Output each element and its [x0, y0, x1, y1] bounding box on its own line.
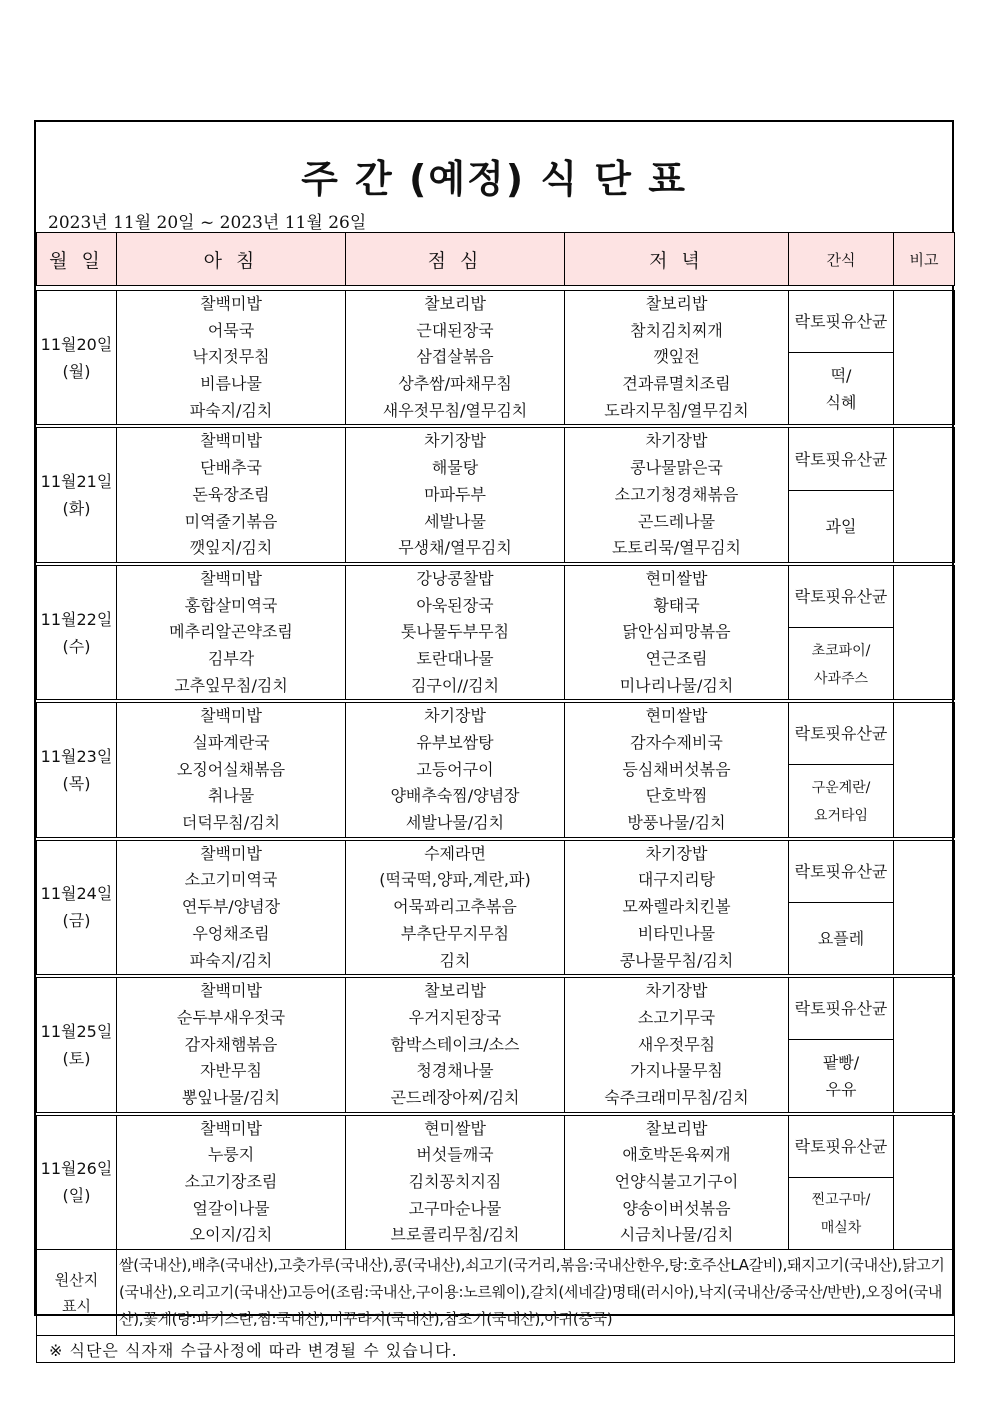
breakfast-item: 뽕잎나물/김치 — [181, 1087, 281, 1107]
dinner-item: 차기장밥 — [645, 431, 708, 451]
day-weekday: (토) — [62, 1048, 91, 1068]
breakfast-cell — [117, 978, 346, 1112]
note-cell — [894, 1115, 955, 1249]
day-date: 11월26일 — [40, 1159, 113, 1179]
lunch-item: 김치 — [439, 950, 471, 970]
breakfast-item: 돈육장조림 — [192, 484, 270, 504]
weekly-menu-table — [36, 232, 955, 1363]
lunch-item: 새우젓무침/열무김치 — [382, 400, 528, 420]
dinner-item: 비타민나물 — [637, 923, 716, 943]
breakfast-item: 찰백미밥 — [200, 568, 262, 588]
snack-item: 구운계란/ 요거타임 — [811, 780, 871, 825]
lunch-item: 톳나물두부무침 — [400, 622, 510, 642]
breakfast-item: 우엉채조림 — [192, 923, 270, 943]
lunch-item: 마파두부 — [424, 484, 486, 504]
dinner-item: 시금치나물/김치 — [619, 1225, 734, 1245]
day-date: 11월25일 — [40, 1021, 113, 1041]
breakfast-item: 찰백미밥 — [200, 294, 262, 313]
lunch-item: 찰보리밥 — [424, 981, 486, 1001]
header-lunch: 점 심 — [346, 233, 565, 286]
breakfast-item: 파숙지/김치 — [189, 950, 273, 970]
origin-label — [37, 1250, 117, 1336]
snack-cell — [789, 765, 894, 837]
dinner-item: 황태국 — [653, 595, 700, 615]
lunch-item: 어묵꽈리고추볶음 — [393, 897, 517, 917]
snack-item: 팥빵/ 우유 — [822, 1052, 860, 1099]
snack-item: 과일 — [825, 516, 857, 536]
day-cell — [37, 703, 117, 837]
breakfast-item: 실파계란국 — [192, 733, 270, 752]
dinner-item: 콩나물맑은국 — [630, 458, 723, 478]
lunch-item: (떡국떡,양파,계란,파) — [379, 870, 531, 890]
footer-row — [37, 1336, 955, 1363]
breakfast-item: 자반무침 — [200, 1061, 262, 1081]
breakfast-item: 오징어실채볶음 — [176, 759, 286, 779]
dinner-cell — [565, 703, 789, 837]
origin-row — [37, 1250, 955, 1336]
header-breakfast: 아 침 — [117, 233, 346, 286]
dinner-item: 현미쌀밥 — [645, 568, 708, 588]
breakfast-item: 찰백미밥 — [200, 843, 262, 863]
day-row — [37, 428, 955, 490]
day-cell — [37, 840, 117, 974]
dinner-item: 깻잎전 — [653, 347, 700, 367]
dinner-cell — [565, 840, 789, 974]
lunch-item: 곤드레장아찌/김치 — [390, 1087, 520, 1107]
breakfast-item: 오이지/김치 — [189, 1225, 273, 1245]
lunch-item: 버섯들깨국 — [416, 1145, 494, 1165]
lunch-item: 함박스테이크/소스 — [390, 1034, 520, 1054]
dinner-item: 연근조림 — [645, 648, 708, 668]
dinner-item: 등심채버섯볶음 — [622, 759, 731, 779]
breakfast-cell — [117, 840, 346, 974]
lunch-cell — [346, 428, 565, 562]
day-cell — [37, 565, 117, 699]
snack-probiotic: 락토핏유산균 — [789, 840, 894, 902]
dinner-item: 닭안심피망볶음 — [622, 622, 731, 642]
breakfast-item: 순두부새우젓국 — [176, 1007, 286, 1027]
date-range: 2023년 11월 20일 ~ 2023년 11월 26일 — [48, 213, 367, 233]
breakfast-item: 찰백미밥 — [200, 431, 262, 451]
dinner-item: 소고기무국 — [637, 1007, 716, 1027]
dinner-item: 애호박돈육찌개 — [622, 1145, 731, 1165]
dinner-cell — [565, 565, 789, 699]
day-weekday: (일) — [62, 1186, 91, 1206]
header-dinner: 저 녁 — [565, 233, 789, 286]
dinner-item: 단호박찜 — [645, 786, 708, 806]
dinner-item: 숙주크래미무침/김치 — [604, 1087, 749, 1107]
breakfast-item: 더덕무침/김치 — [181, 813, 281, 833]
dinner-item: 견과류멸치조림 — [622, 374, 731, 394]
lunch-item: 세발나물 — [424, 511, 486, 531]
breakfast-cell — [117, 428, 346, 562]
day-cell — [37, 1115, 117, 1249]
note-cell — [894, 428, 955, 562]
lunch-cell — [346, 291, 565, 425]
dinner-item: 콩나물무침/김치 — [619, 950, 734, 970]
lunch-item: 현미쌀밥 — [424, 1118, 486, 1138]
dinner-cell — [565, 1115, 789, 1249]
breakfast-cell — [117, 1115, 346, 1249]
lunch-item: 해물탕 — [431, 458, 479, 478]
day-row — [37, 840, 955, 902]
day-date: 11월21일 — [40, 472, 113, 492]
lunch-item: 찰보리밥 — [424, 294, 486, 313]
footer-note: ※ 식단은 식자재 수급사정에 따라 변경될 수 있습니다. — [37, 1336, 955, 1363]
day-row — [37, 565, 955, 627]
snack-probiotic: 락토핏유산균 — [789, 428, 894, 490]
note-cell — [894, 978, 955, 1112]
dinner-item: 언양식불고기구이 — [614, 1172, 739, 1191]
snack-item: 요플레 — [817, 929, 865, 949]
snack-cell — [789, 1040, 894, 1112]
dinner-item: 미나리나물/김치 — [619, 675, 734, 695]
day-weekday: (금) — [62, 911, 91, 931]
dinner-item: 가지나물무침 — [630, 1061, 723, 1081]
dinner-item: 새우젓무침 — [637, 1034, 716, 1054]
menu-body — [37, 291, 955, 1250]
snack-probiotic: 락토핏유산균 — [789, 1115, 894, 1177]
breakfast-item: 감자채햄볶음 — [184, 1034, 278, 1054]
lunch-item: 강낭콩찰밥 — [416, 568, 494, 588]
day-date: 11월20일 — [40, 334, 113, 354]
dinner-item: 찰보리밥 — [645, 1118, 708, 1138]
breakfast-item: 소고기미역국 — [184, 870, 278, 890]
note-cell — [894, 840, 955, 974]
note-cell — [894, 565, 955, 699]
snack-item: 초코파이/ 사과주스 — [811, 642, 871, 687]
day-date: 11월22일 — [40, 609, 113, 629]
lunch-item: 김구이//김치 — [410, 675, 500, 695]
day-date: 11월23일 — [40, 747, 113, 767]
breakfast-item: 소고기장조림 — [184, 1172, 278, 1191]
breakfast-item: 고추잎무침/김치 — [174, 675, 288, 695]
snack-cell — [789, 902, 894, 974]
lunch-item: 근대된장국 — [416, 320, 494, 340]
dinner-cell — [565, 978, 789, 1112]
breakfast-item: 파숙지/김치 — [189, 400, 273, 420]
breakfast-item: 낙지젓무침 — [192, 347, 270, 367]
day-row — [37, 1115, 955, 1177]
dinner-cell — [565, 291, 789, 425]
lunch-item: 브로콜리무침/김치 — [390, 1225, 520, 1245]
lunch-item: 고등어구이 — [416, 759, 494, 779]
dinner-item: 참치김치찌개 — [630, 320, 723, 340]
breakfast-item: 찰백미밥 — [200, 706, 262, 726]
breakfast-item: 비름나물 — [200, 374, 262, 394]
lunch-item: 김치꽁치지짐 — [408, 1172, 502, 1191]
breakfast-item: 단배추국 — [200, 458, 262, 478]
breakfast-item: 어묵국 — [207, 320, 255, 340]
breakfast-item: 얼갈이나물 — [192, 1198, 270, 1218]
lunch-item: 차기장밥 — [424, 706, 486, 726]
snack-cell — [789, 628, 894, 700]
lunch-item: 우거지된장국 — [408, 1007, 502, 1027]
day-row — [37, 291, 955, 353]
lunch-item: 세발나물/김치 — [405, 813, 505, 833]
breakfast-item: 찰백미밥 — [200, 1118, 262, 1138]
origin-text: 쌀(국내산),배추(국내산),고춧가루(국내산),콩(국내산),쇠고기(국거리,볶음:국내산한우,탕:호주산LA갈비),돼지고기(국내산),닭고기(국내산),오리고기(국내산)고등어(조림:국내산,구이용:노르웨이),갈치(세네갈)명태(러시아),낙지(국내산/중국산/반반),오징어(국내산),꽃게(탕:파키스탄,찜:국내산),미꾸라지(국내산),참조기(국내산),아귀(중국) — [117, 1250, 955, 1336]
lunch-cell — [346, 978, 565, 1112]
breakfast-item: 누룽지 — [207, 1145, 255, 1165]
day-weekday: (수) — [62, 636, 91, 656]
lunch-item: 수제라면 — [424, 843, 486, 863]
note-cell — [894, 291, 955, 425]
snack-probiotic: 락토핏유산균 — [789, 565, 894, 627]
dinner-item: 차기장밥 — [645, 843, 708, 863]
lunch-item: 무생채/열무김치 — [398, 538, 512, 558]
day-cell — [37, 428, 117, 562]
snack-cell — [789, 353, 894, 425]
lunch-item: 고구마순나물 — [408, 1198, 502, 1218]
breakfast-cell — [117, 703, 346, 837]
snack-probiotic: 락토핏유산균 — [789, 978, 894, 1040]
breakfast-item: 홍합살미역국 — [184, 595, 278, 615]
day-row — [37, 703, 955, 765]
lunch-item: 아욱된장국 — [416, 595, 494, 615]
day-cell — [37, 291, 117, 425]
snack-item: 떡/ 식혜 — [825, 365, 857, 412]
dinner-item: 모짜렐라치킨볼 — [622, 897, 731, 917]
breakfast-item: 연두부/양념장 — [181, 897, 281, 917]
breakfast-item: 취나물 — [207, 786, 255, 806]
lunch-item: 양배추숙찜/양념장 — [390, 786, 520, 806]
dinner-item: 도라지무침/열무김치 — [604, 400, 749, 420]
header-note: 비고 — [894, 233, 955, 286]
day-weekday: (월) — [62, 361, 91, 381]
origin-label-text: 원산지 표시 — [54, 1270, 99, 1315]
snack-probiotic: 락토핏유산균 — [789, 703, 894, 765]
breakfast-item: 찰백미밥 — [200, 981, 262, 1001]
day-row — [37, 978, 955, 1040]
page-title: 주 간 (예정) 식 단 표 — [301, 157, 687, 201]
breakfast-item: 깻잎지/김치 — [189, 538, 273, 558]
dinner-item: 곤드레나물 — [637, 511, 716, 531]
snack-cell — [789, 490, 894, 562]
day-date: 11월24일 — [40, 884, 113, 904]
dinner-item: 도토리묵/열무김치 — [611, 538, 742, 558]
day-weekday: (목) — [62, 774, 91, 794]
lunch-cell — [346, 1115, 565, 1249]
lunch-cell — [346, 565, 565, 699]
lunch-cell — [346, 703, 565, 837]
snack-probiotic: 락토핏유산균 — [789, 291, 894, 353]
lunch-item: 삼겹살볶음 — [416, 347, 494, 367]
header-snack: 간식 — [789, 233, 894, 286]
dinner-item: 차기장밥 — [645, 981, 708, 1001]
dinner-item: 감자수제비국 — [630, 733, 723, 752]
lunch-item: 청경채나물 — [416, 1061, 494, 1081]
breakfast-item: 미역줄기볶음 — [184, 511, 278, 531]
dinner-item: 찰보리밥 — [645, 294, 708, 313]
breakfast-cell — [117, 565, 346, 699]
dinner-item: 대구지리탕 — [637, 870, 716, 890]
snack-cell — [789, 1177, 894, 1249]
breakfast-item: 김부각 — [207, 648, 255, 668]
breakfast-cell — [117, 291, 346, 425]
header-row — [37, 233, 955, 286]
dinner-item: 현미쌀밥 — [645, 706, 708, 726]
lunch-item: 차기장밥 — [424, 431, 486, 451]
lunch-cell — [346, 840, 565, 974]
dinner-item: 소고기청경채볶음 — [614, 484, 739, 504]
lunch-item: 부추단무지무침 — [400, 923, 510, 943]
day-weekday: (화) — [62, 499, 91, 519]
dinner-cell — [565, 428, 789, 562]
day-cell — [37, 978, 117, 1112]
breakfast-item: 메추리알곤약조림 — [169, 622, 293, 642]
header-day: 월 일 — [37, 233, 117, 286]
lunch-item: 토란대나물 — [416, 648, 494, 668]
dinner-item: 양송이버섯볶음 — [622, 1198, 731, 1218]
snack-item: 찐고구마/ 매실차 — [811, 1192, 871, 1237]
lunch-item: 상추쌈/파채무침 — [398, 374, 512, 394]
note-cell — [894, 703, 955, 837]
dinner-item: 방풍나물/김치 — [627, 813, 726, 833]
menu-sheet — [34, 120, 954, 1360]
lunch-item: 유부보쌈탕 — [416, 733, 494, 752]
